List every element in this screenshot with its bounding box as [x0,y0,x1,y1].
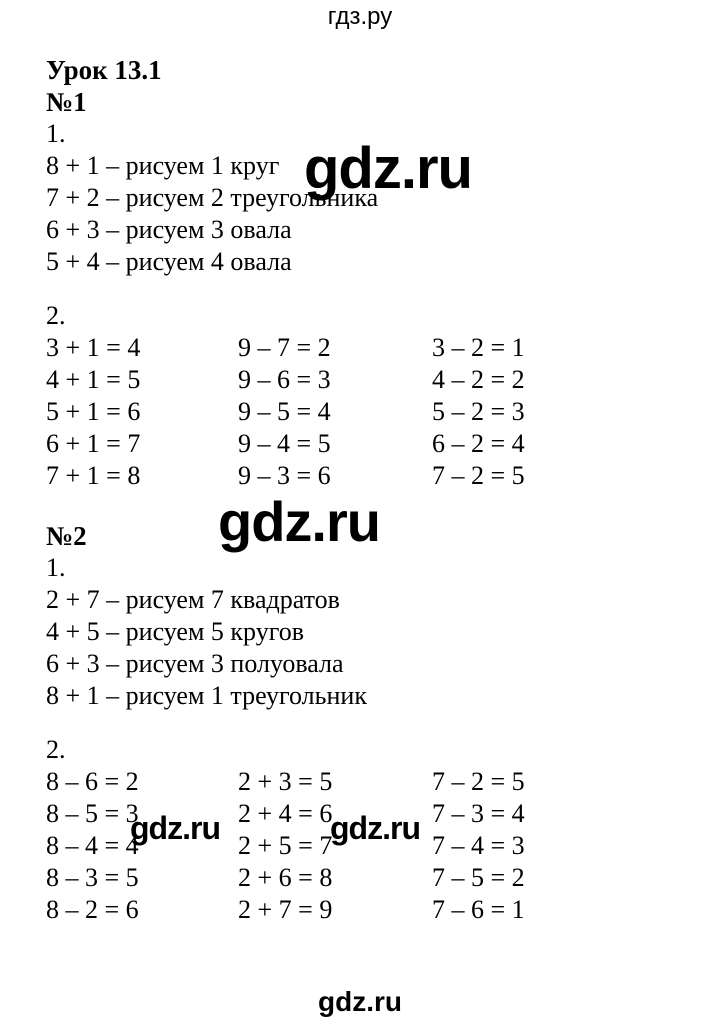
equation: 4 – 2 = 2 [432,365,525,394]
equation: 2 + 5 = 7 [238,831,333,860]
task-2-header: №2 [46,521,87,551]
equation: 7 – 2 = 5 [432,461,525,490]
equation: 7 + 1 = 8 [46,461,141,490]
equation: 4 + 1 = 5 [46,365,141,394]
equation: 8 – 5 = 3 [46,799,139,828]
task-1-part-2-number: 2. [46,301,66,330]
equation: 5 + 1 = 6 [46,397,141,426]
equation: 3 + 1 = 4 [46,333,141,362]
equation-row [46,332,686,364]
task-2-line: 8 + 1 – рисуем 1 треугольник [46,681,367,710]
equation: 6 – 2 = 4 [432,429,525,458]
watermark: gdz.ru [318,986,402,1017]
task-2-line: 2 + 7 – рисуем 7 квадратов [46,585,340,614]
equation: 9 – 7 = 2 [238,333,331,362]
task-2-line: 6 + 3 – рисуем 3 полуовала [46,649,344,678]
task-1-part-1-number: 1. [46,119,66,148]
task-1-line: 7 + 2 – рисуем 2 треугольника [46,183,379,212]
equation: 8 – 6 = 2 [46,767,139,796]
equation-row [46,766,686,798]
equation-row [46,396,686,428]
equation: 6 + 1 = 7 [46,429,141,458]
equation: 7 – 4 = 3 [432,831,525,860]
watermark: gdz.ru [130,810,220,846]
equation: 8 – 4 = 4 [46,831,139,860]
equation: 3 – 2 = 1 [432,333,525,362]
task-2-part-1-number: 1. [46,553,66,582]
task-1-line: 8 + 1 – рисуем 1 круг [46,151,280,180]
site-header: гдз.ру [327,3,393,30]
equation: 7 – 3 = 4 [432,799,525,828]
equation-row [46,428,686,460]
equation: 5 – 2 = 3 [432,397,525,426]
task-2-part-2-number: 2. [46,735,66,764]
equation-row [46,894,686,926]
equation: 7 – 2 = 5 [432,767,525,796]
equation: 2 + 4 = 6 [238,799,333,828]
equation-row [46,460,686,492]
equation: 2 + 3 = 5 [238,767,333,796]
equation-row [46,862,686,894]
watermark: gdz.ru [218,490,380,553]
equation: 9 – 6 = 3 [238,365,331,394]
task-1-line: 6 + 3 – рисуем 3 овала [46,215,292,244]
equation: 7 – 5 = 2 [432,863,525,892]
equation: 2 + 6 = 8 [238,863,333,892]
task-2-line: 4 + 5 – рисуем 5 кругов [46,617,305,646]
watermark: gdz.ru [304,136,472,201]
task-1-header: №1 [46,87,87,117]
equation: 9 – 3 = 6 [238,461,331,490]
equation-row [46,364,686,396]
equation: 7 – 6 = 1 [432,895,525,924]
task-1-line: 5 + 4 – рисуем 4 овала [46,247,292,276]
watermark: gdz.ru [330,810,420,846]
equation: 9 – 4 = 5 [238,429,331,458]
equation: 9 – 5 = 4 [238,397,331,426]
equation: 8 – 2 = 6 [46,895,139,924]
equation: 2 + 7 = 9 [238,895,333,924]
lesson-title: Урок 13.1 [46,55,162,85]
equation: 8 – 3 = 5 [46,863,139,892]
